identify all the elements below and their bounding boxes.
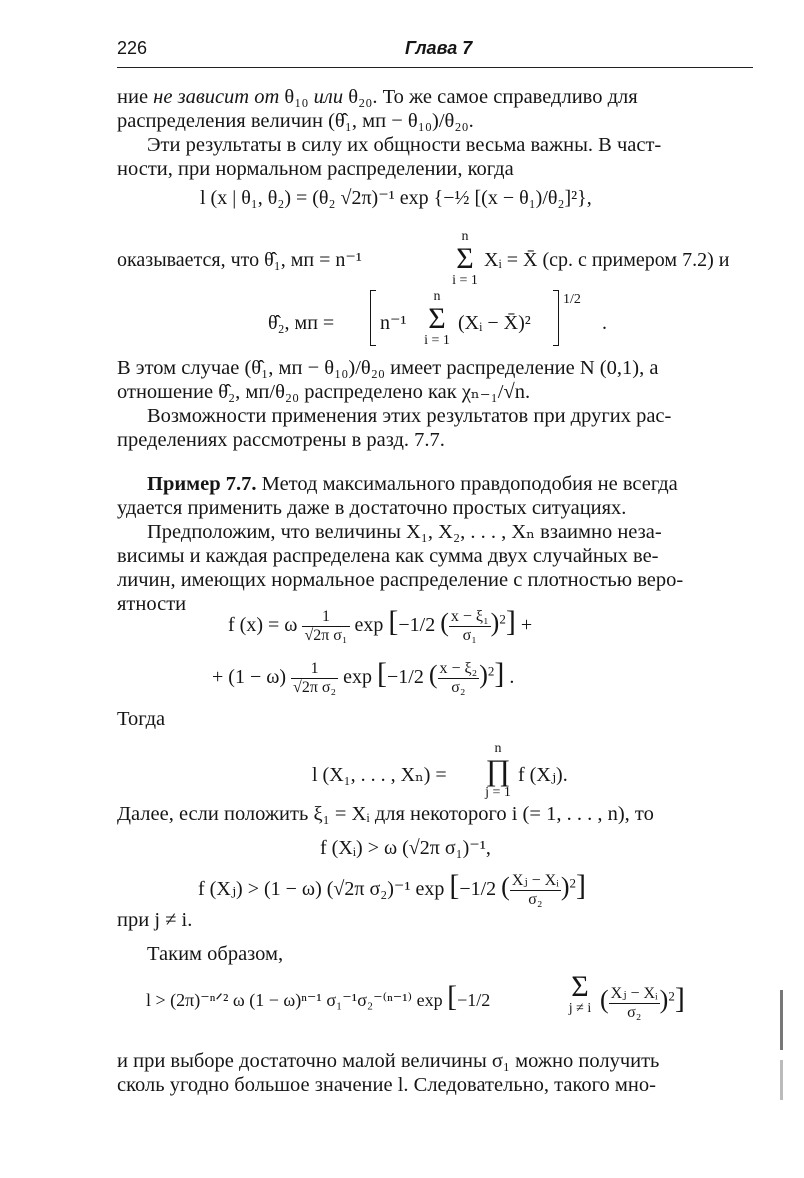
scan-artifact	[780, 1060, 783, 1100]
text-line: Пример 7.7. Метод максимального правдоподобия не всегда	[147, 473, 678, 495]
text-line: Возможности применения этих результатов при других рас-	[147, 405, 672, 427]
formula-theta2-coef: n⁻¹	[380, 312, 407, 334]
formula-theta1-rhs: Xᵢ = X̄ (ср. с примером 7.2) и	[484, 249, 730, 271]
sum-symbol: Σ	[456, 242, 474, 275]
paragraph-conclusion	[117, 1049, 753, 1097]
formula-mixture-line2: + (1 − ω) $\frac{1}{\text{√2π σ₂}}$ exp [−1/2 ( $\frac{\text{x − ξ₂}}{\text{σ₂}}$ )$^2$] .	[212, 657, 515, 696]
text-line: удается применить даже в достаточно простых ситуациях.	[117, 497, 627, 519]
text-line: ние не зависит от θ₁₀ или θ₂₀. То же самое справедливо для	[117, 86, 638, 108]
text-line: и при выборе достаточно малой величины σ₁ можно получить	[117, 1050, 660, 1072]
text-line: Тогда	[117, 708, 166, 730]
fraction: $\frac{\text{Xⱼ − Xᵢ}}{\text{σ₂}}$	[610, 985, 658, 1021]
sum-upper-limit: n	[461, 229, 469, 244]
text-line: Эти результаты в силу их общности весьма важны. В част-	[147, 134, 662, 156]
formula-likelihood-product-lhs: l (X₁, . . . , Xₙ) =	[312, 764, 447, 786]
text-line: распределения величин (θ̂₁, мп − θ₁₀)/θ₂₀.	[117, 110, 474, 132]
text-line: В этом случае (θ̂₁, мп − θ₁₀)/θ₂₀ имеет распределение N (0,1), а	[117, 357, 659, 379]
text-line: Предположим, что величины X₁, X₂, . . . , Xₙ взаимно неза-	[147, 521, 662, 543]
formula-theta2-lhs: θ̂₂, мп =	[268, 312, 335, 334]
chapter-title: Глава 7	[405, 38, 473, 58]
formula-fxi-bound: f (Xᵢ) > ω (√2π σ₁)⁻¹,	[320, 837, 491, 859]
fraction: $\frac{\text{x − ξ₂}}{\text{σ₂}}$	[439, 660, 478, 696]
fraction: $\frac{\text{x − ξ₁}}{\text{σ₁}}$	[450, 608, 489, 644]
text-line: сколь угодно большое значение l. Следовательно, такого мно-	[117, 1074, 656, 1096]
paragraph-thus	[117, 908, 753, 966]
product-lower-limit: j = 1	[485, 785, 511, 800]
sum-symbol: Σ	[571, 970, 589, 1003]
formula-theta2-term: (Xᵢ − X̄)²	[458, 312, 531, 334]
right-bracket	[553, 290, 559, 346]
formula-likelihood-normal: l (x | θ₁, θ₂) = (θ₂ √2π)⁻¹ exp {−½ [(x − θ₁)/θ₂]²},	[200, 187, 592, 209]
example-label: Пример 7.7.	[147, 473, 257, 495]
formula-lower-bound-term: ( $\frac{\text{Xⱼ − Xᵢ}}{\text{σ₂}}$ )$^2$]	[600, 982, 685, 1021]
paragraph-distribution	[117, 356, 753, 452]
formula-theta2-power: 1/2	[563, 292, 581, 307]
text-line: ности, при нормальном распределении, когда	[117, 158, 514, 180]
text-line: Таким образом,	[147, 943, 284, 965]
text-line: ятности	[117, 593, 187, 615]
formula-likelihood-product-rhs: f (Xⱼ).	[518, 764, 568, 786]
fraction: $\frac{1}{\text{√2π σ₁}}$	[304, 608, 348, 644]
formula-theta2-end: .	[602, 312, 607, 334]
sum-operator	[562, 972, 598, 1016]
sum-upper-limit: n	[433, 289, 441, 304]
sum-lower-limit: i = 1	[452, 273, 478, 288]
text-line: при j ≠ i.	[117, 909, 193, 931]
paragraph-then	[117, 707, 753, 731]
text-line: Далее, если положить ξ₁ = Xᵢ для некоторого i (= 1, . . . , n), то	[117, 803, 654, 825]
paragraph-example	[117, 472, 753, 616]
left-bracket	[370, 290, 376, 346]
sum-operator	[420, 290, 454, 348]
fraction: $\frac{\text{Xⱼ − Xᵢ}}{\text{σ₂}}$	[511, 872, 559, 908]
text-line: пределениях рассмотрены в разд. 7.7.	[117, 429, 445, 451]
paragraph-further	[117, 802, 753, 826]
formula-theta1-estimate	[117, 248, 362, 272]
product-symbol: ∏	[485, 754, 511, 787]
sum-symbol: Σ	[428, 302, 446, 335]
text-line: висимы и каждая распределена как сумма двух случайных ве-	[117, 545, 659, 567]
formula-theta1-lhs: оказывается, что θ̂₁, мп = n⁻¹	[117, 249, 362, 271]
formula-mixture-line1: f (x) = ω $\frac{1}{\text{√2π σ₁}}$ exp [−1/2 ( $\frac{\text{x − ξ₁}}{\text{σ₁}}$ )$^2$] +	[228, 605, 533, 644]
header-rule	[117, 67, 753, 68]
scan-artifact	[780, 990, 783, 1050]
sum-lower-limit: j ≠ i	[568, 1001, 592, 1016]
formula-likelihood-lower-bound: l > (2π)⁻ⁿᐟ² ω (1 − ω)ⁿ⁻¹ σ₁⁻¹σ₂⁻⁽ⁿ⁻¹⁾ exp [−1/2	[146, 980, 491, 1013]
fraction: $\frac{1}{\text{√2π σ₂}}$	[293, 660, 337, 696]
page-number: 226	[117, 38, 148, 58]
paragraph-results	[117, 85, 753, 181]
product-upper-limit: n	[494, 741, 502, 756]
formula-fxj-bound: f (Xⱼ) > (1 − ω) (√2π σ₂)⁻¹ exp [−1/2 ( $\frac{\text{Xⱼ − Xᵢ}}{\text{σ₂}}$ )$^2$]	[198, 869, 586, 908]
running-head	[117, 38, 753, 66]
sum-lower-limit: i = 1	[424, 333, 450, 348]
text-line: отношение θ̂₂, мп/θ₂₀ распределено как χₙ₋₁/√n.	[117, 381, 531, 403]
sum-operator	[450, 230, 480, 288]
text-line: личин, имеющих нормальное распределение с плотностью веро-	[117, 569, 684, 591]
product-operator	[482, 742, 514, 800]
